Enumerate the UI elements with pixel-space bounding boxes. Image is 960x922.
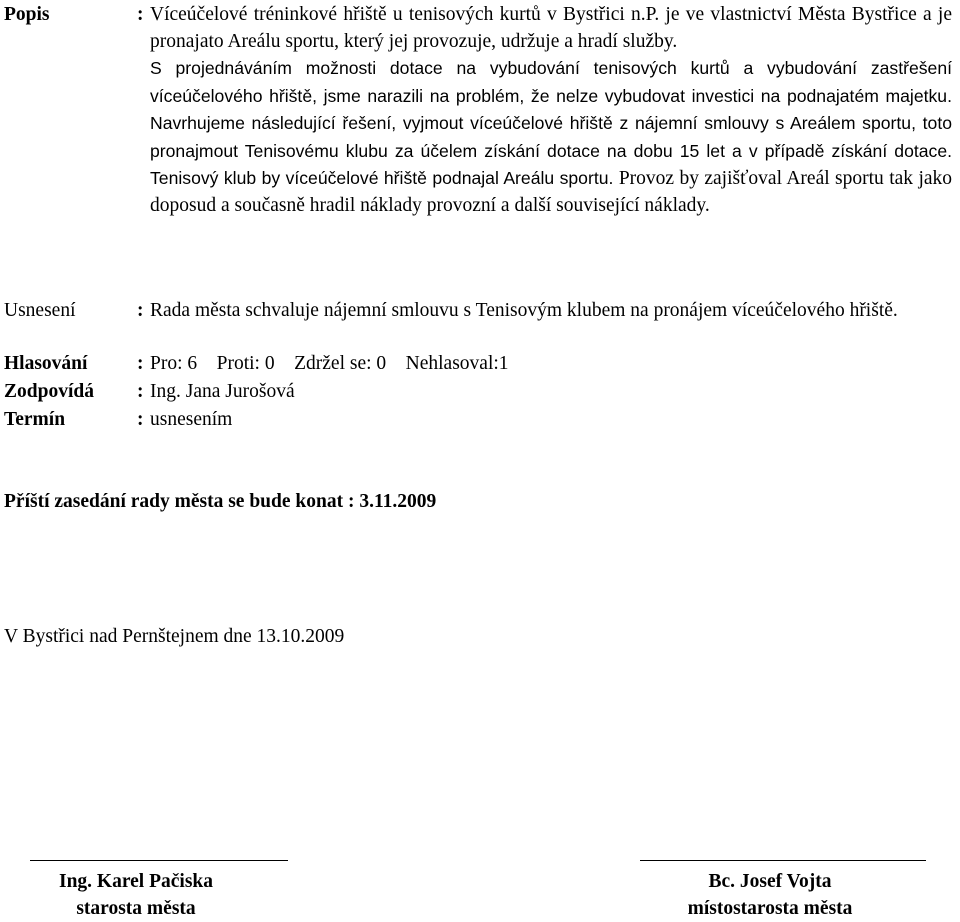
hlasovani-colon: :	[137, 351, 144, 378]
hlasovani-label: Hlasování	[4, 351, 132, 378]
popis-label: Popis	[4, 2, 132, 29]
signature-deputy-role: místostarosta města	[660, 896, 880, 922]
popis-paragraph-2-sans: S projednáváním možnosti dotace na vybudování tenisových kurtů a vybudování zastřešení víceúčelového hřiště, jsme narazili na problém, že nelze vybudovat investici na podnajatém majetku. Navrhujeme následující řešení, vyjmout víceúčelové hřiště z nájemní smlouvy s Areálem sportu, toto pronajmout Tenisovému klubu za účelem získání dotace na dobu 15 let a v případě získání dotace. Tenisový klub by víceúčelové hřiště podnajal Areálu sportu.	[150, 58, 952, 188]
zodpovida-label: Zodpovídá	[4, 379, 132, 406]
signature-deputy-name: Bc. Josef Vojta	[660, 869, 880, 896]
signature-mayor	[20, 869, 252, 922]
popis-colon: :	[137, 2, 144, 29]
signature-line-deputy	[640, 860, 926, 861]
termin-colon: :	[137, 407, 144, 434]
popis-paragraph-2-serif: Provoz by zajišťoval Areál sportu tak jako doposud a současně hradil náklady provozní a další související náklady.	[150, 168, 952, 216]
signature-mayor-name: Ing. Karel Pačiska	[20, 869, 252, 896]
popis-content	[150, 2, 952, 219]
signature-line-mayor	[30, 860, 288, 861]
usneseni-label: Usnesení	[4, 298, 132, 325]
signature-mayor-role: starosta města	[20, 896, 252, 922]
signature-deputy	[660, 869, 880, 922]
termin-text: usnesením	[150, 407, 952, 434]
popis-paragraph-1: Víceúčelové tréninkové hřiště u tenisových kurtů v Bystřici n.P. je ve vlastnictví Města Bystřice a je pronajato Areálu sportu, který jej provozuje, udržuje a hradí služby.	[150, 2, 952, 55]
place-and-date: V Bystřici nad Pernštejnem dne 13.10.2009	[4, 624, 344, 651]
zodpovida-colon: :	[137, 379, 144, 406]
usneseni-text: Rada města schvaluje nájemní smlouvu s Tenisovým klubem na pronájem víceúčelového hřiště.	[150, 298, 952, 325]
hlasovani-text: Pro: 6 Proti: 0 Zdržel se: 0 Nehlasoval:1	[150, 351, 952, 378]
termin-label: Termín	[4, 407, 132, 434]
next-meeting-note: Příští zasedání rady města se bude konat : 3.11.2009	[4, 489, 436, 516]
popis-paragraph-2	[150, 55, 952, 219]
zodpovida-text: Ing. Jana Jurošová	[150, 379, 952, 406]
usneseni-colon: :	[137, 298, 144, 325]
